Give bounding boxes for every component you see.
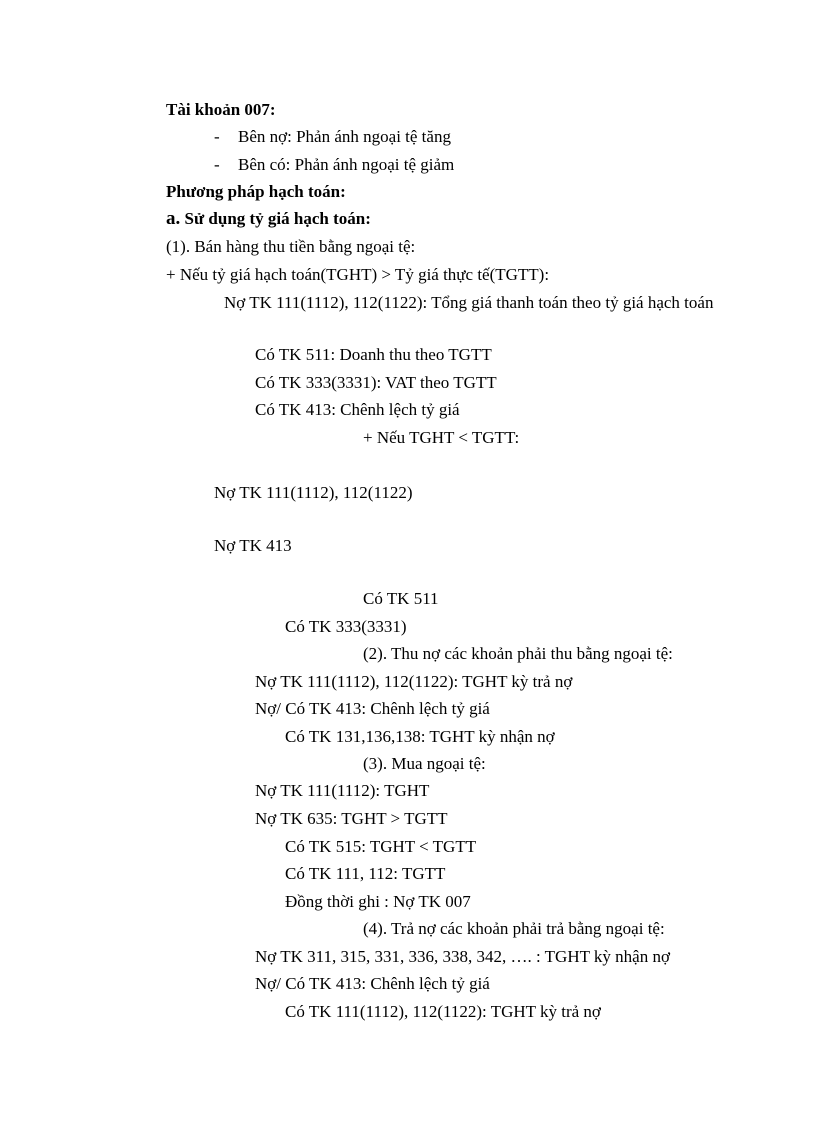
tk007-bullet-debit xyxy=(214,126,451,148)
case1-condition-2: + Nếu TGHT < TGTT: xyxy=(363,428,520,447)
case3-title: (3). Mua ngoại tệ: xyxy=(363,754,486,773)
bullet-text: Bên có: Phản ánh ngoại tệ giảm xyxy=(238,155,455,174)
case1-debit-entry: Nợ TK 111(1112), 112(1122): Tổng giá thanh toán theo tỷ giá hạch toán xyxy=(224,293,714,312)
section-a-label: a. xyxy=(166,208,181,229)
case2-debit-credit-413: Nợ/ Có TK 413: Chênh lệch tỷ giá xyxy=(255,699,490,718)
case2-credit: Có TK 131,136,138: TGHT kỳ nhận nợ xyxy=(285,727,555,746)
case1b-credit-511: Có TK 511 xyxy=(363,589,439,608)
case2-title: (2). Thu nợ các khoản phải thu bằng ngoại tệ: xyxy=(363,644,673,663)
case4-debit: Nợ TK 311, 315, 331, 336, 338, 342, …. : TGHT kỳ nhận nợ xyxy=(255,947,670,966)
case1b-debit-111: Nợ TK 111(1112), 112(1122) xyxy=(214,483,413,502)
section-a-title: Sử dụng tỷ giá hạch toán: xyxy=(184,209,371,228)
case3-credit-111: Có TK 111, 112: TGTT xyxy=(285,864,446,883)
bullet-dash: - xyxy=(214,155,220,174)
tk007-bullet-credit xyxy=(214,154,454,176)
case1-credit-333: Có TK 333(3331): VAT theo TGTT xyxy=(255,373,497,392)
case4-debit-credit-413: Nợ/ Có TK 413: Chênh lệch tỷ giá xyxy=(255,974,490,993)
case4-title: (4). Trả nợ các khoản phải trả bằng ngoại tệ: xyxy=(363,919,665,938)
case2-debit: Nợ TK 111(1112), 112(1122): TGHT kỳ trả nợ xyxy=(255,672,573,691)
section-a-heading xyxy=(166,208,371,230)
case1-condition-1: + Nếu tỷ giá hạch toán(TGHT) > Tỷ giá thực tế(TGTT): xyxy=(166,265,550,284)
case1-credit-511: Có TK 511: Doanh thu theo TGTT xyxy=(255,345,492,364)
case1-credit-413: Có TK 413: Chênh lệch tỷ giá xyxy=(255,400,460,419)
bullet-text: Bên nợ: Phản ánh ngoại tệ tăng xyxy=(238,127,451,146)
case3-debit-111: Nợ TK 111(1112): TGHT xyxy=(255,781,430,800)
case3-debit-635: Nợ TK 635: TGHT > TGTT xyxy=(255,809,448,828)
case1-title: (1). Bán hàng thu tiền bằng ngoại tệ: xyxy=(166,237,416,256)
bullet-dash: - xyxy=(214,127,220,146)
case3-credit-515: Có TK 515: TGHT < TGTT xyxy=(285,837,477,856)
case3-concurrent-entry: Đồng thời ghi : Nợ TK 007 xyxy=(285,892,471,911)
case1b-credit-333: Có TK 333(3331) xyxy=(285,617,407,636)
method-heading: Phương pháp hạch toán: xyxy=(166,182,346,201)
tk007-heading: Tài khoản 007: xyxy=(166,100,276,119)
case1b-debit-413: Nợ TK 413 xyxy=(214,536,292,555)
case4-credit: Có TK 111(1112), 112(1122): TGHT kỳ trả nợ xyxy=(285,1002,601,1021)
